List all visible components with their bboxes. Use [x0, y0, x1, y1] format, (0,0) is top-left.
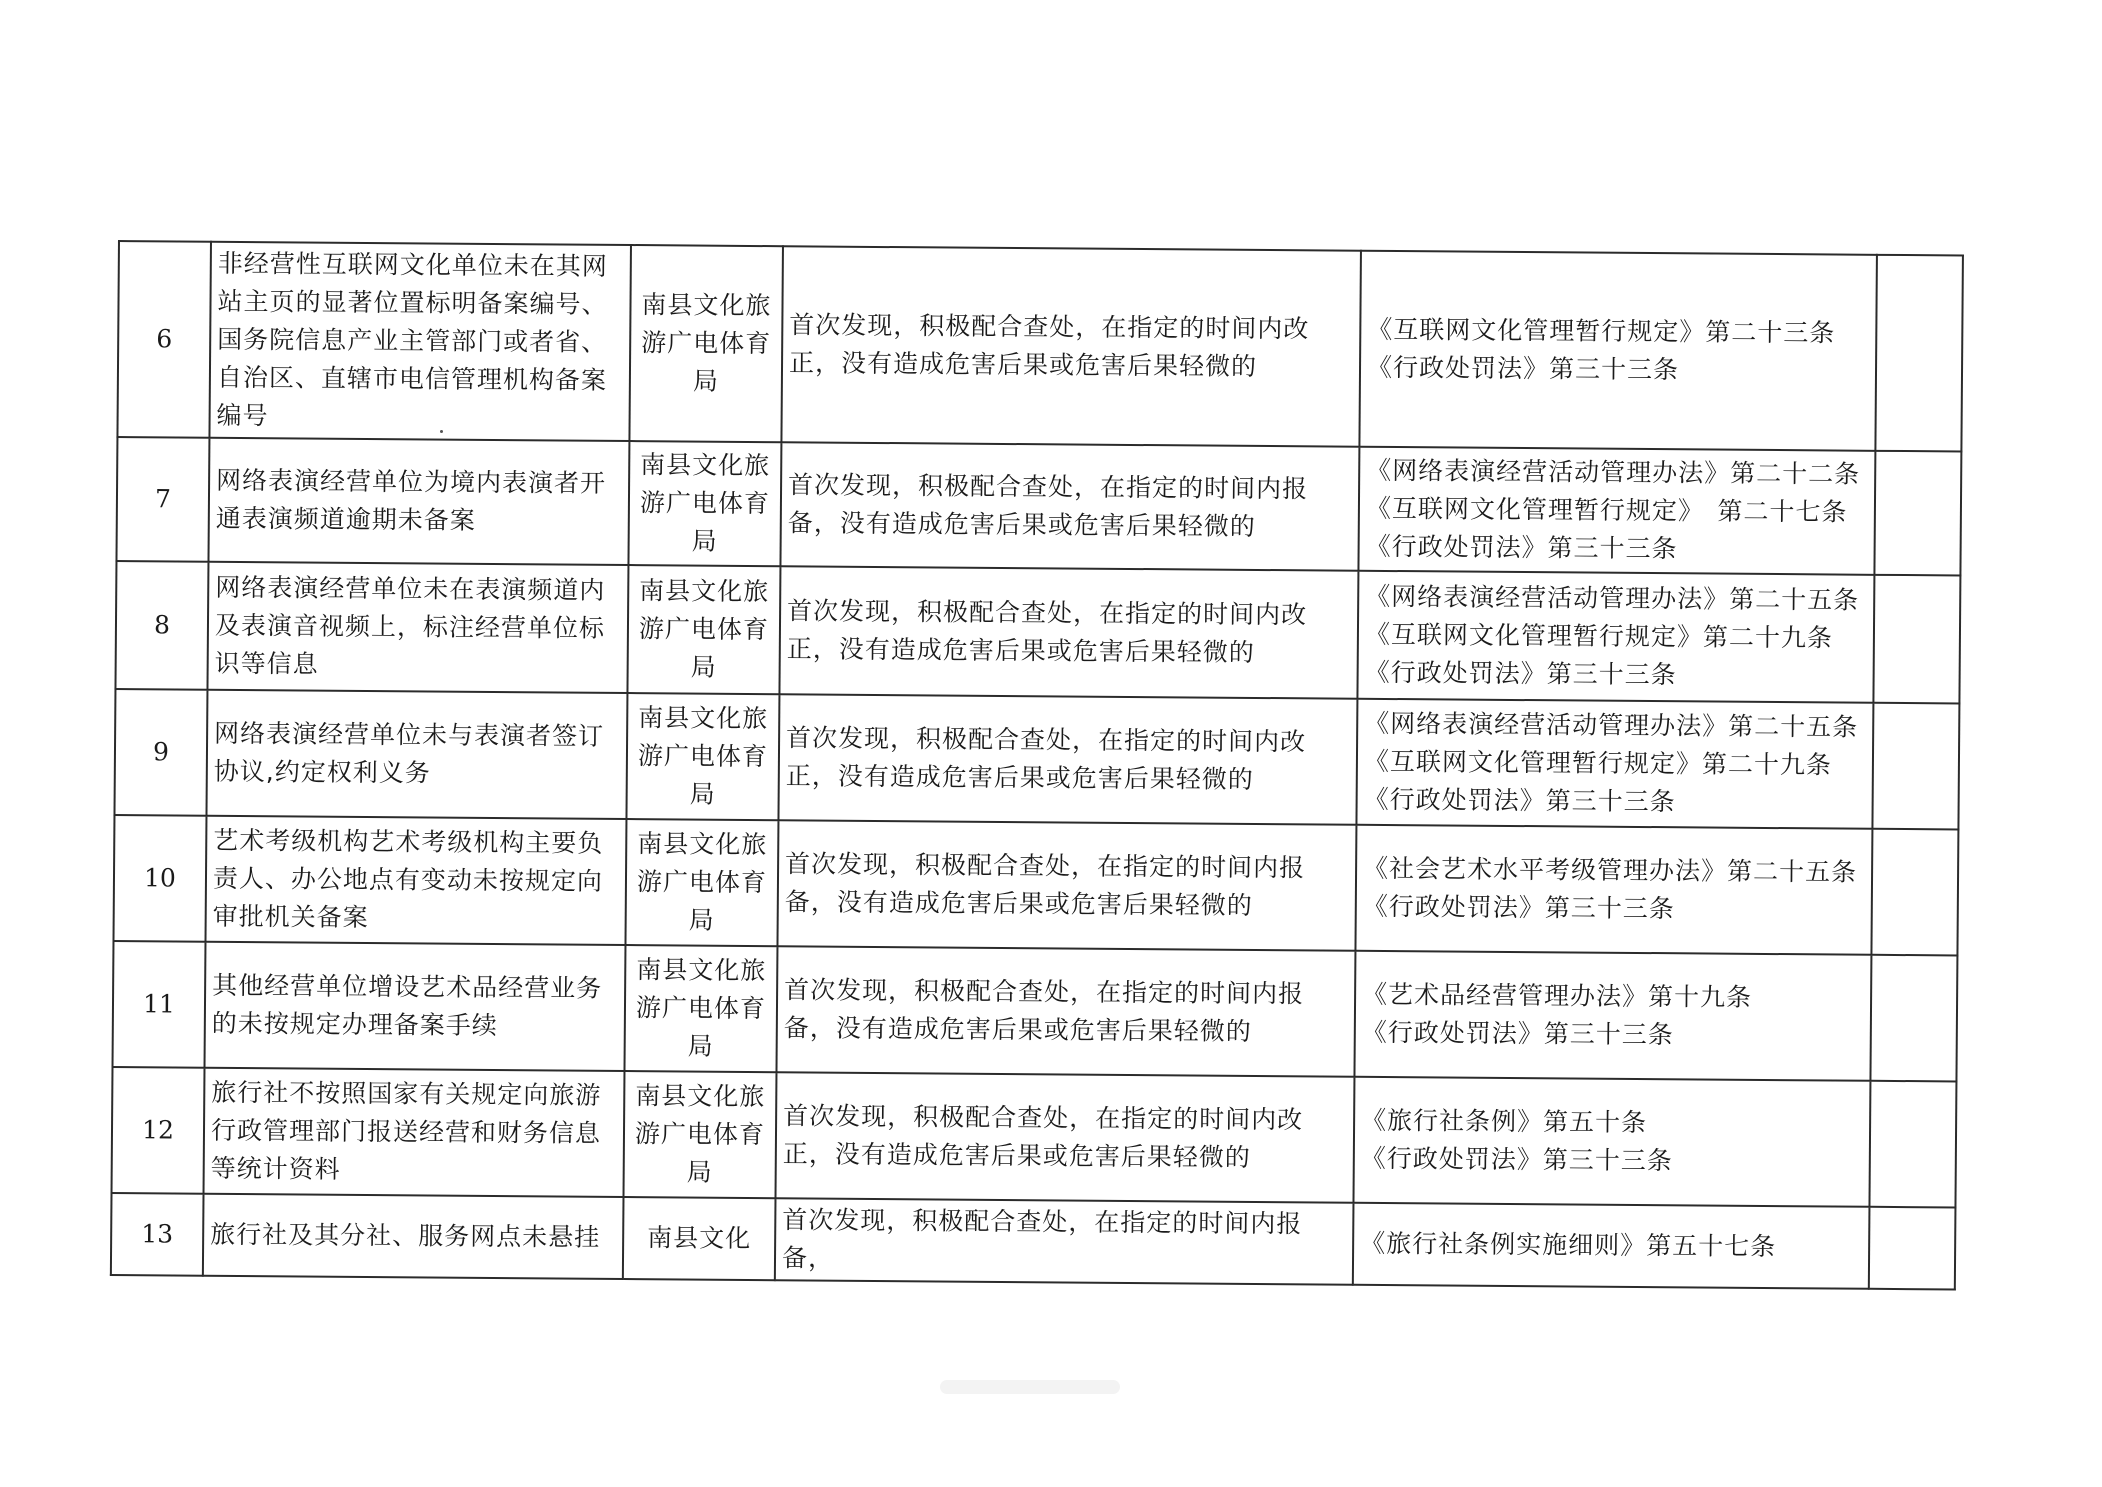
legal-basis-line: 《行政处罚法》第三十三条 — [1365, 531, 1678, 564]
violation-item: 网络表演经营单位未与表演者签订协议,约定权利义务 — [206, 690, 627, 819]
legal-basis-line: 《社会艺术水平考级管理办法》第二十五条 — [1362, 853, 1858, 887]
remarks-cell — [1873, 575, 1960, 704]
legal-basis-line: 《行政处罚法》第三十三条 — [1361, 1017, 1674, 1050]
legal-basis-line: 《行政处罚法》第三十三条 — [1360, 1143, 1673, 1176]
legal-basis-line: 《网络表演经营活动管理办法》第二十五条 — [1365, 581, 1860, 615]
remarks-cell — [1869, 1207, 1956, 1290]
legal-basis-line: 《网络表演经营活动管理办法》第二十二条 — [1366, 455, 1861, 489]
enforcement-department: 南县文化旅游广电体育局 — [625, 819, 778, 946]
violation-item: 网络表演经营单位未在表演频道内及表演音视频上，标注经营单位标识等信息 — [207, 562, 628, 693]
legal-basis-line: 《行政处罚法》第三十三条 — [1366, 352, 1680, 385]
legal-basis-line: 《互联网文化管理暂行规定》第二十九条 — [1363, 746, 1833, 780]
table-row — [115, 561, 1960, 703]
scan-speck — [440, 430, 443, 433]
legal-basis — [1354, 951, 1871, 1081]
remarks-cell — [1872, 703, 1959, 830]
scan-smudge — [940, 1380, 1120, 1394]
table-row — [116, 437, 1961, 575]
exemption-condition: 首次发现，积极配合查处，在指定的时间内改正，没有造成危害后果或危害后果轻微的 — [775, 1072, 1354, 1203]
enforcement-department: 南县文化旅游广电体育局 — [623, 1071, 776, 1198]
legal-basis-line: 《艺术品经营管理办法》第十九条 — [1362, 979, 1753, 1012]
legal-basis-line: 《旅行社条例实施细则》第五十七条 — [1360, 1228, 1777, 1262]
exemption-condition: 首次发现，积极配合查处，在指定的时间内改正，没有造成危害后果或危害后果轻微的 — [779, 566, 1358, 699]
enforcement-department: 南县文化旅游广电体育局 — [624, 945, 777, 1072]
enforcement-department: 南县文化旅游广电体育局 — [626, 693, 779, 820]
remarks-cell — [1875, 255, 1963, 452]
exemption-condition: 首次发现，积极配合查处，在指定的时间内报备，没有造成危害后果或危害后果轻微的 — [776, 946, 1355, 1077]
exemption-condition: 首次发现，积极配合查处，在指定的时间内报备，没有造成危害后果或危害后果轻微的 — [777, 820, 1356, 951]
enforcement-department: 南县文化旅游广电体育局 — [627, 565, 780, 694]
row-number: 6 — [117, 241, 211, 438]
table-row — [111, 1193, 1956, 1289]
legal-basis — [1358, 447, 1875, 575]
remarks-cell — [1870, 955, 1957, 1082]
row-number: 11 — [113, 941, 206, 1068]
row-number: 13 — [111, 1193, 204, 1276]
table-row — [117, 241, 1962, 451]
table-body — [111, 241, 1963, 1289]
table-row — [112, 1067, 1957, 1207]
legal-basis-line: 《互联网文化管理暂行规定》 第二十七条 — [1365, 493, 1848, 527]
legal-basis-line: 《互联网文化管理暂行规定》第二十三条 — [1367, 314, 1836, 348]
row-number: 12 — [112, 1067, 205, 1194]
remarks-cell — [1869, 1081, 1956, 1208]
exemption-condition: 首次发现，积极配合查处，在指定的时间内改正，没有造成危害后果或危害后果轻微的 — [781, 246, 1361, 447]
violation-item: 旅行社不按照国家有关规定向旅游行政管理部门报送经营和财务信息等统计资料 — [204, 1068, 625, 1197]
regulation-table — [110, 240, 1964, 1290]
violation-item: 其他经营单位增设艺术品经营业务的未按规定办理备案手续 — [205, 942, 626, 1071]
enforcement-department: 南县文化 — [623, 1197, 776, 1280]
table-row — [114, 689, 1959, 829]
violation-item: 网络表演经营单位为境内表演者开通表演频道逾期未备案 — [208, 438, 629, 565]
table-row — [113, 815, 1958, 955]
legal-basis — [1355, 825, 1872, 955]
exemption-condition: 首次发现，积极配合查处，在指定的时间内改正，没有造成危害后果或危害后果轻微的 — [778, 694, 1357, 825]
row-number: 7 — [116, 437, 209, 562]
legal-basis-line: 《网络表演经营活动管理办法》第二十五条 — [1364, 708, 1859, 742]
legal-basis — [1359, 251, 1877, 451]
legal-basis — [1353, 1203, 1870, 1289]
remarks-cell — [1874, 451, 1961, 576]
row-number: 10 — [113, 815, 206, 942]
legal-basis — [1356, 699, 1873, 829]
violation-item: 艺术考级机构艺术考级机构主要负责人、办公地点有变动未按规定向审批机关备案 — [205, 816, 626, 945]
violation-item: 非经营性互联网文化单位未在其网站主页的显著位置标明备案编号、国务院信息产业主管部门或者省、自治区、直辖市电信管理机构备案编号 — [209, 242, 631, 441]
legal-basis-line: 《行政处罚法》第三十三条 — [1362, 891, 1675, 924]
legal-basis-line: 《互联网文化管理暂行规定》第二十九条 — [1364, 619, 1834, 653]
enforcement-department: 南县文化旅游广电体育局 — [628, 441, 781, 566]
legal-basis-line: 《行政处罚法》第三十三条 — [1363, 784, 1676, 817]
legal-basis-line: 《行政处罚法》第三十三条 — [1364, 657, 1677, 690]
legal-basis-line: 《旅行社条例》第五十条 — [1361, 1105, 1648, 1138]
legal-basis — [1357, 571, 1874, 703]
exemption-condition: 首次发现，积极配合查处，在指定的时间内报备，没有造成危害后果或危害后果轻微的 — [780, 442, 1359, 571]
table-row — [113, 941, 1958, 1081]
violation-item: 旅行社及其分社、服务网点未悬挂 — [203, 1194, 624, 1279]
enforcement-department: 南县文化旅游广电体育局 — [629, 245, 783, 442]
row-number: 8 — [115, 561, 208, 690]
exemption-condition: 首次发现，积极配合查处，在指定的时间内报备， — [775, 1198, 1354, 1285]
legal-basis — [1353, 1077, 1870, 1207]
row-number: 9 — [114, 689, 207, 816]
remarks-cell — [1871, 829, 1958, 956]
